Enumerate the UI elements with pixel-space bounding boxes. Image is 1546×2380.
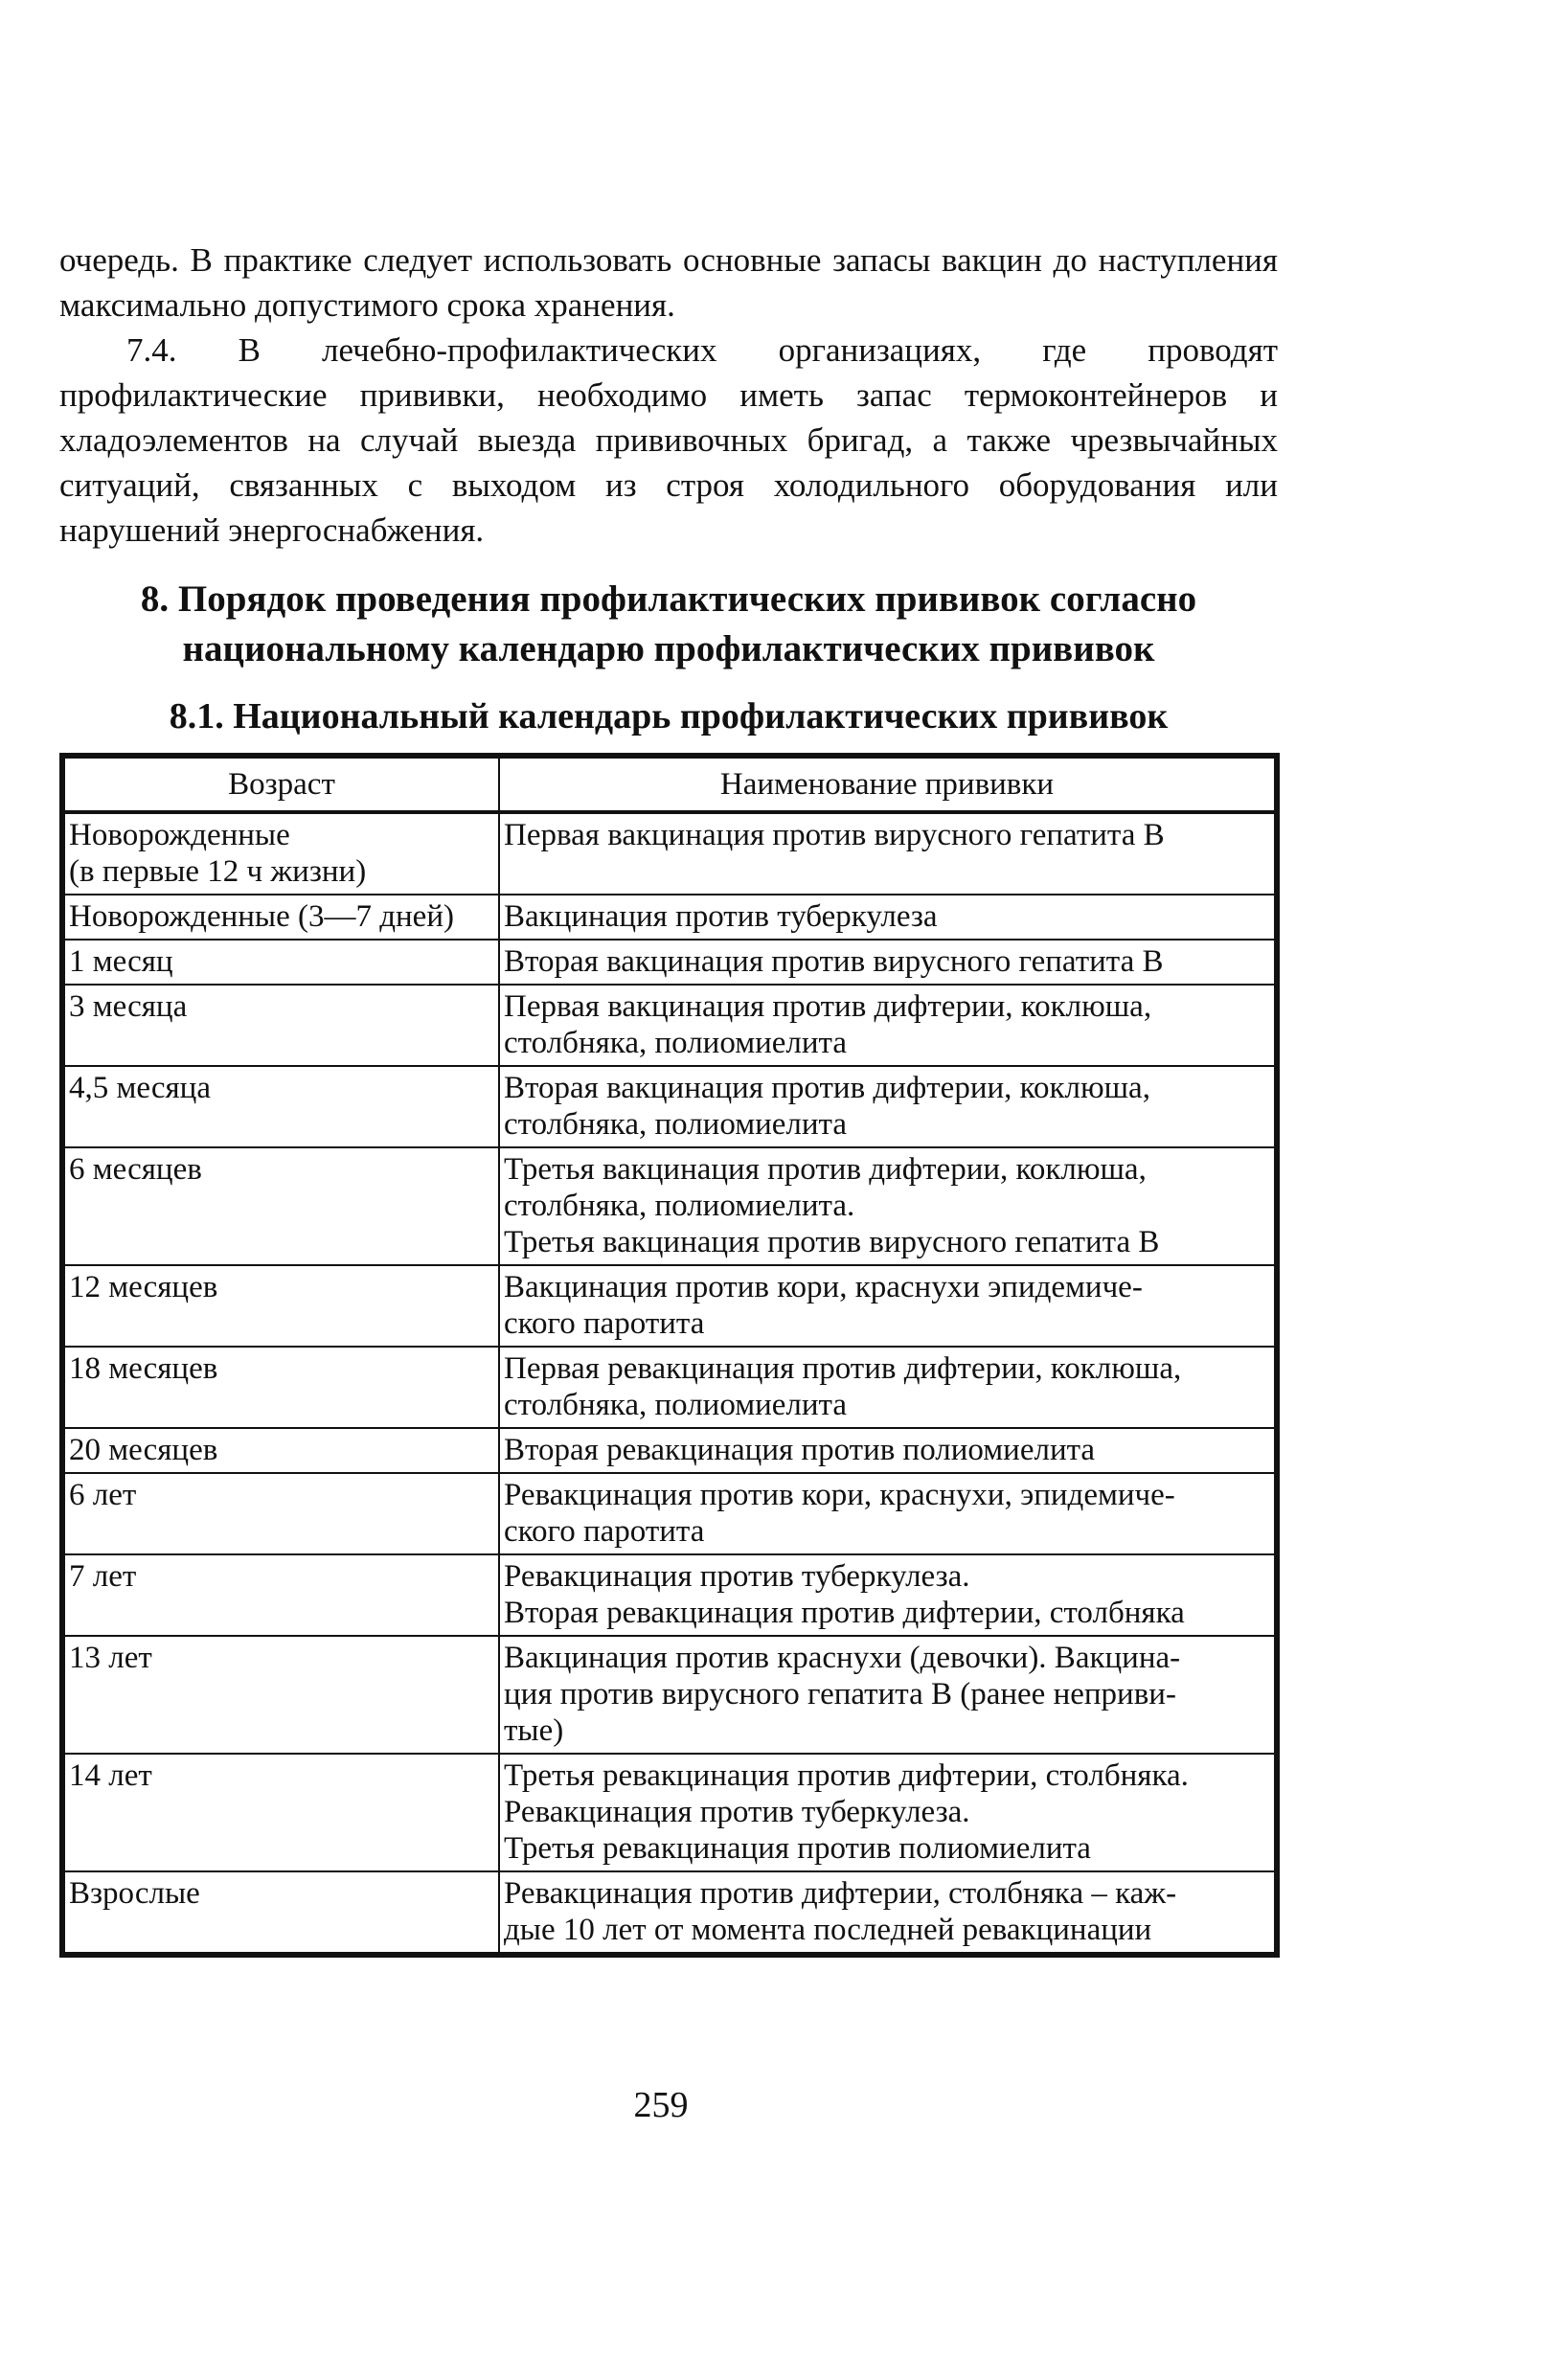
vaccination-cell: Вторая вакцинация против вирусного гепатита В	[499, 940, 1275, 985]
table-row	[64, 1347, 1275, 1428]
paragraph-7-4: 7.4. В лечебно-профилактических организациях, где проводят профилактические прививки, необходимо иметь запас термоконтейнеров и хладоэлементов на случай выезда прививочных бригад, а также чрезвычайных ситуаций, связанных с выходом из строя холодильного оборудования или нарушений энергоснабжения.	[59, 331, 1278, 549]
section-heading-line-1: 8. Порядок проведения профилактических прививок согласно	[140, 578, 1197, 620]
section-heading-line-2: национальному календарю профилактических прививок	[182, 628, 1155, 669]
column-header-vaccination: Наименование прививки	[499, 758, 1275, 812]
table-row	[64, 812, 1275, 895]
table-header-row	[64, 758, 1275, 812]
table-row	[64, 985, 1275, 1066]
table-row	[64, 1428, 1275, 1473]
age-cell: 3 месяца	[64, 985, 499, 1066]
vaccination-cell: Вакцинация против краснухи (девочки). Вакцина- ция против вирусного гепатита В (ранее неприви- тые)	[499, 1636, 1275, 1754]
vaccination-cell: Третья ревакцинация против дифтерии, столбняка. Ревакцинация против туберкулеза. Третья ревакцинация против полиомиелита	[499, 1754, 1275, 1871]
vaccination-cell: Вакцинация против кори, краснухи эпидемиче- ского паротита	[499, 1265, 1275, 1347]
age-cell: Новорожденные (в первые 12 ч жизни)	[64, 812, 499, 895]
age-cell: 7 лет	[64, 1554, 499, 1636]
age-cell: Взрослые	[64, 1871, 499, 1953]
vaccination-cell: Первая вакцинация против дифтерии, коклюша, столбняка, полиомиелита	[499, 985, 1275, 1066]
age-cell: 20 месяцев	[64, 1428, 499, 1473]
subsection-heading: 8.1. Национальный календарь профилактических прививок	[169, 696, 1169, 737]
vaccination-calendar-table	[59, 753, 1280, 1958]
vaccination-cell: Ревакцинация против кори, краснухи, эпидемиче- ского паротита	[499, 1473, 1275, 1554]
age-cell: 14 лет	[64, 1754, 499, 1871]
table-row	[64, 1754, 1275, 1871]
vaccination-cell: Вторая вакцинация против дифтерии, коклюша, столбняка, полиомиелита	[499, 1066, 1275, 1147]
table-row	[64, 1066, 1275, 1147]
age-cell: 12 месяцев	[64, 1265, 499, 1347]
vaccination-cell: Первая ревакцинация против дифтерии, коклюша, столбняка, полиомиелита	[499, 1347, 1275, 1428]
table-row	[64, 1554, 1275, 1636]
age-cell: Новорожденные (3—7 дней)	[64, 895, 499, 940]
age-cell: 6 лет	[64, 1473, 499, 1554]
table-row	[64, 1265, 1275, 1347]
age-cell: 1 месяц	[64, 940, 499, 985]
vaccination-cell: Третья вакцинация против дифтерии, коклюша, столбняка, полиомиелита. Третья вакцинация против вирусного гепатита В	[499, 1147, 1275, 1265]
section-heading	[59, 575, 1278, 674]
age-cell: 18 месяцев	[64, 1347, 499, 1428]
table-row	[64, 1147, 1275, 1265]
page-number: 259	[633, 2085, 689, 2125]
vaccination-cell: Вакцинация против туберкулеза	[499, 895, 1275, 940]
age-cell: 13 лет	[64, 1636, 499, 1754]
table-row	[64, 895, 1275, 940]
paragraph-storage: очередь. В практике следует использовать основные запасы вакцин до наступления максимально допустимого срока хранения.	[59, 241, 1278, 324]
table-row	[64, 1871, 1275, 1953]
table-row	[64, 1636, 1275, 1754]
table-row	[64, 940, 1275, 985]
vaccination-cell: Первая вакцинация против вирусного гепатита В	[499, 812, 1275, 895]
vaccination-cell: Ревакцинация против туберкулеза. Вторая ревакцинация против дифтерии, столбняка	[499, 1554, 1275, 1636]
vaccination-cell: Вторая ревакцинация против полиомиелита	[499, 1428, 1275, 1473]
age-cell: 4,5 месяца	[64, 1066, 499, 1147]
table-row	[64, 1473, 1275, 1554]
vaccination-cell: Ревакцинация против дифтерии, столбняка – каж- дые 10 лет от момента последней ревакцинации	[499, 1871, 1275, 1953]
column-header-age: Возраст	[64, 758, 499, 812]
age-cell: 6 месяцев	[64, 1147, 499, 1265]
